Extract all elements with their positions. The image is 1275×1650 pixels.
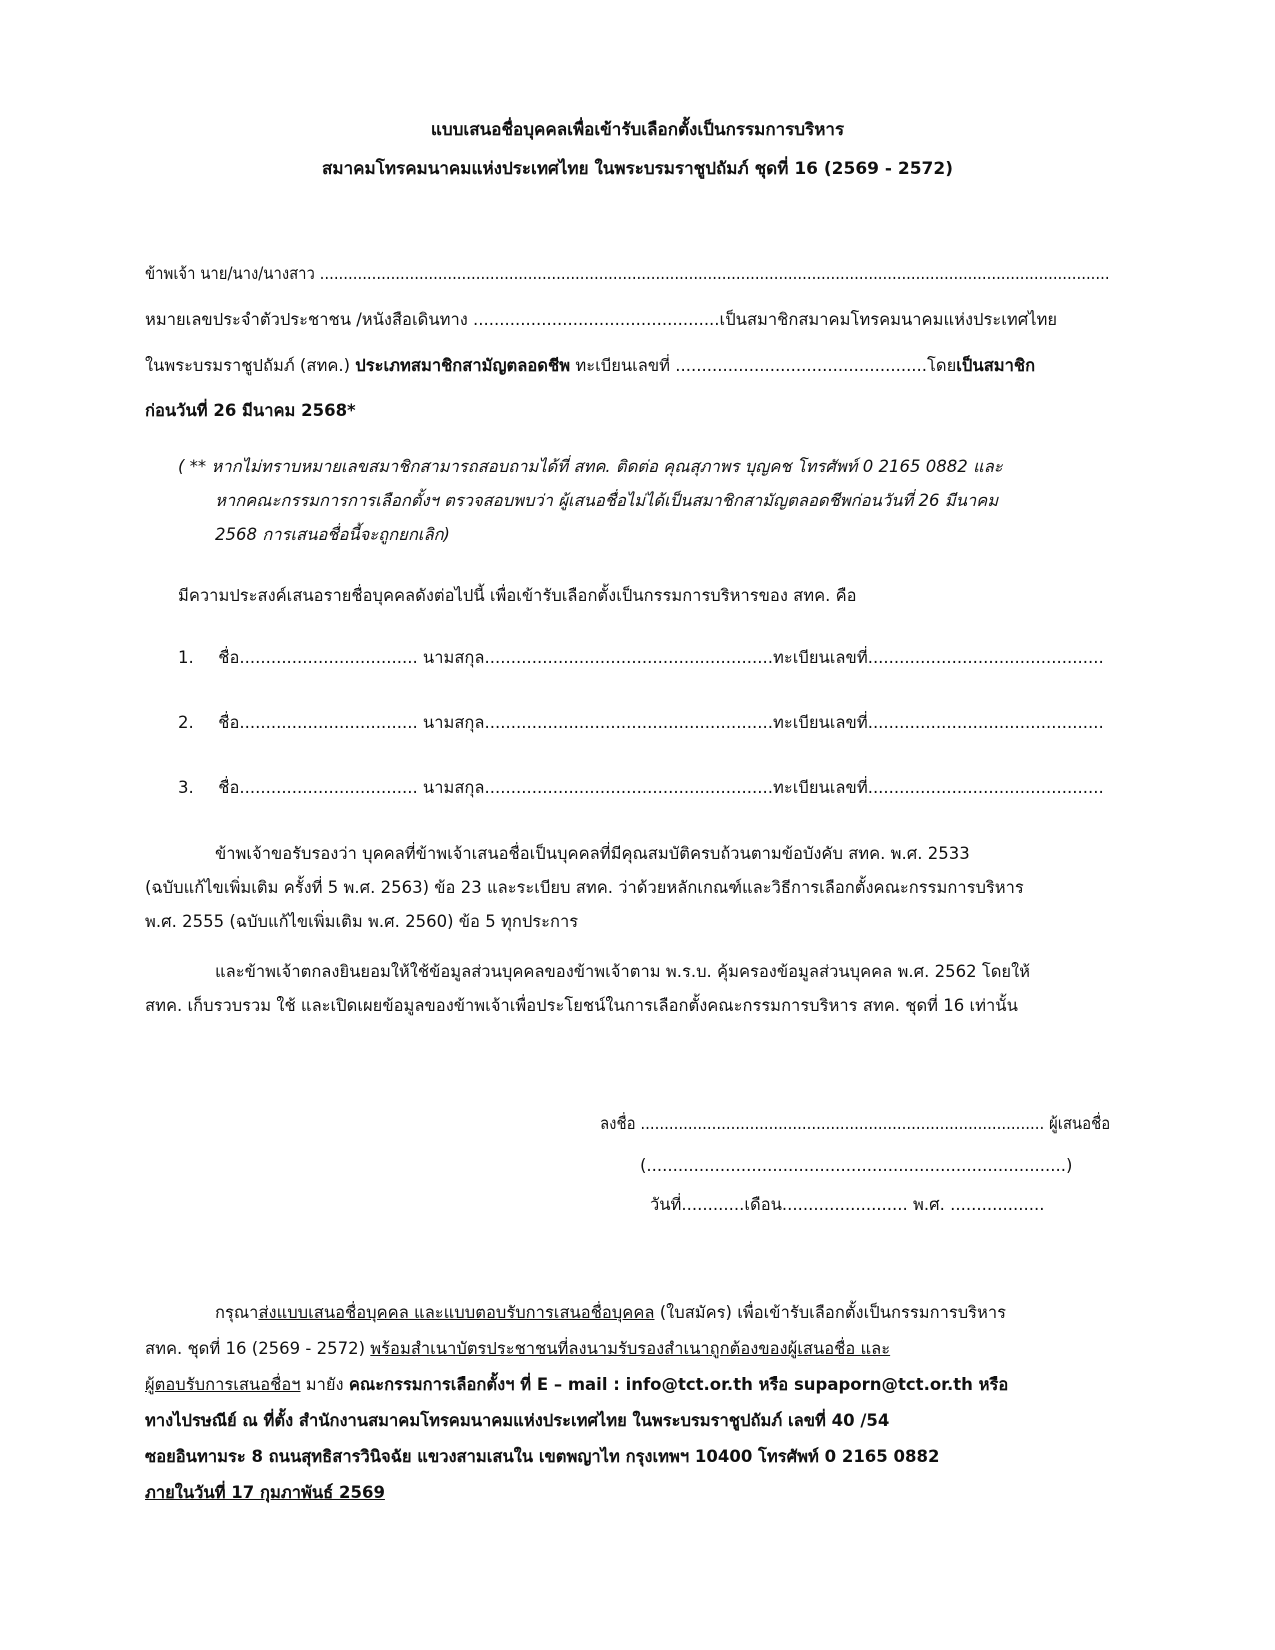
footer-purpose: (ใบสมัคร) เพื่อเข้ารับเลือกตั้งเป็นกรรมการบริหาร (654, 1303, 1007, 1322)
note-line-2: หากคณะกรรมการการเลือกตั้งฯ ตรวจสอบพบว่า ผู้เสนอชื่อไม่ได้เป็นสมาชิกสามัญตลอดชีพก่อนวันที่ 26 มีนาคม (215, 491, 999, 510)
note-line-1: ( ** หากไม่ทราบหมายเลขสมาชิกสามารถสอบถามได้ที่ สทค. ติดต่อ คุณสุภาพร บุญคช โทรศัพท์ 0 2165 0882 และ (178, 457, 1003, 476)
purpose-line: มีความประสงค์เสนอรายชื่อบุคคลดังต่อไปนี้ เพื่อเข้ารับเลือกตั้งเป็นกรรมการบริหารของ สทค. คือ (178, 586, 857, 605)
nominee-number: 1. (178, 648, 194, 667)
intro-name-line: ข้าพเจ้า นาย/นาง/นางสาว ....................................................................................................................................................................... (145, 264, 1110, 283)
intro-id-line: หมายเลขประจำตัวประชาชน /หนังสือเดินทาง ...............................................เป็นสมาชิกสมาคมโทรคมนาคมแห่งประเทศไทย (145, 310, 1058, 329)
footer-term: สทค. ชุดที่ 16 (2569 - 2572) (145, 1339, 371, 1358)
nominee-row (178, 711, 1104, 735)
footer-id-copy: พร้อมสำเนาบัตรประชาชนที่ลงนามรับรองสำเนาถูกต้องของผู้เสนอชื่อ และ (370, 1339, 891, 1358)
consent-line-2: สทค. เก็บรวบรวม ใช้ และเปิดเผยข้อมูลของข้าพเจ้าเพื่อประโยชน์ในการเลือกตั้งคณะกรรมการบริหาร สทค. ชุดที่ 16 เท่านั้น (145, 996, 1018, 1015)
nominee-fields: ชื่อ.................................. นามสกุล.......................................................ทะเบียนเลขที่............................................. (218, 648, 1104, 667)
signature-date-line: วันที่............เดือน........................ พ.ศ. .................. (650, 1195, 1045, 1214)
nominee-row (178, 776, 1104, 800)
signature-line: ลงชื่อ ..................................................................................... ผู้เสนอชื่อ (600, 1114, 1111, 1133)
intro-date-line: ก่อนวันที่ 26 มีนาคม 2568* (145, 401, 356, 420)
certify-line-2: (ฉบับแก้ไขเพิ่มเติม ครั้งที่ 5 พ.ศ. 2563) ข้อ 23 และระเบียบ สทค. ว่าด้วยหลักเกณฑ์และวิธีการเลือกตั้งคณะกรรมการบริหาร (145, 878, 1024, 897)
footer-documents: ส่งแบบเสนอชื่อบุคคล และแบบตอบรับการเสนอชื่อบุคคล (258, 1303, 655, 1322)
footer-line-3 (145, 1373, 1008, 1397)
form-title: แบบเสนอชื่อบุคคลเพื่อเข้ารับเลือกตั้งเป็นกรรมการบริหาร (430, 120, 845, 140)
intro-registration-field: ทะเบียนเลขที่ ................................................โดย (570, 356, 957, 375)
nominee-number: 3. (178, 778, 194, 797)
membership-type: ประเภทสมาชิกสามัญตลอดชีพ (355, 356, 571, 375)
footer-please: กรุณา (215, 1303, 259, 1322)
certify-line-1: ข้าพเจ้าขอรับรองว่า บุคคลที่ข้าพเจ้าเสนอชื่อเป็นบุคคลที่มีคุณสมบัติครบถ้วนตามข้อบังคับ สทค. พ.ศ. 2533 (215, 844, 970, 863)
footer-line-2 (145, 1337, 890, 1361)
note-line-3: 2568 การเสนอชื่อนี้จะถูกยกเลิก) (215, 525, 450, 544)
certify-line-3: พ.ศ. 2555 (ฉบับแก้ไขเพิ่มเติม พ.ศ. 2560) ข้อ 5 ทุกประการ (145, 912, 579, 931)
footer-address-line-1: ทางไปรษณีย์ ณ ที่ตั้ง สำนักงานสมาคมโทรคมนาคมแห่งประเทศไทย ในพระบรมราชูปถัมภ์ เลขที่ 40 /54 (145, 1411, 890, 1430)
footer-line-1 (215, 1301, 1006, 1325)
intro-membership-line (145, 354, 1035, 378)
nominee-number: 2. (178, 713, 194, 732)
nominee-fields: ชื่อ.................................. นามสกุล.......................................................ทะเบียนเลขที่............................................. (218, 713, 1104, 732)
nominee-row (178, 646, 1104, 670)
footer-email-contact: คณะกรรมการเลือกตั้งฯ ที่ E – mail : info@tct.or.th หรือ supaporn@tct.or.th หรือ (348, 1375, 1009, 1394)
footer-acceptor: ผู้ตอบรับการเสนอชื่อฯ (145, 1375, 301, 1394)
membership-status: เป็นสมาชิก (956, 356, 1036, 375)
nominee-fields: ชื่อ.................................. นามสกุล.......................................................ทะเบียนเลขที่............................................. (218, 778, 1104, 797)
intro-membership-prefix: ในพระบรมราชูปถัมภ์ (สทค.) (145, 356, 356, 375)
form-subtitle: สมาคมโทรคมนาคมแห่งประเทศไทย ในพระบรมราชูปถัมภ์ ชุดที่ 16 (2569 - 2572) (322, 159, 953, 179)
footer-address-line-2: ซอยอินทามระ 8 ถนนสุทธิสารวินิจฉัย แขวงสามเสนใน เขตพญาไท กรุงเทพฯ 10400 โทรศัพท์ 0 2165 0882 (145, 1447, 940, 1466)
footer-deadline: ภายในวันที่ 17 กุมภาพันธ์ 2569 (145, 1483, 385, 1502)
signature-name-line: (................................................................................) (640, 1156, 1073, 1175)
consent-line-1: และข้าพเจ้าตกลงยินยอมให้ใช้ข้อมูลส่วนบุคคลของข้าพเจ้าตาม พ.ร.บ. คุ้มครองข้อมูลส่วนบุคคล พ.ศ. 2562 โดยให้ (215, 962, 1031, 981)
footer-to: มายัง (300, 1375, 349, 1394)
